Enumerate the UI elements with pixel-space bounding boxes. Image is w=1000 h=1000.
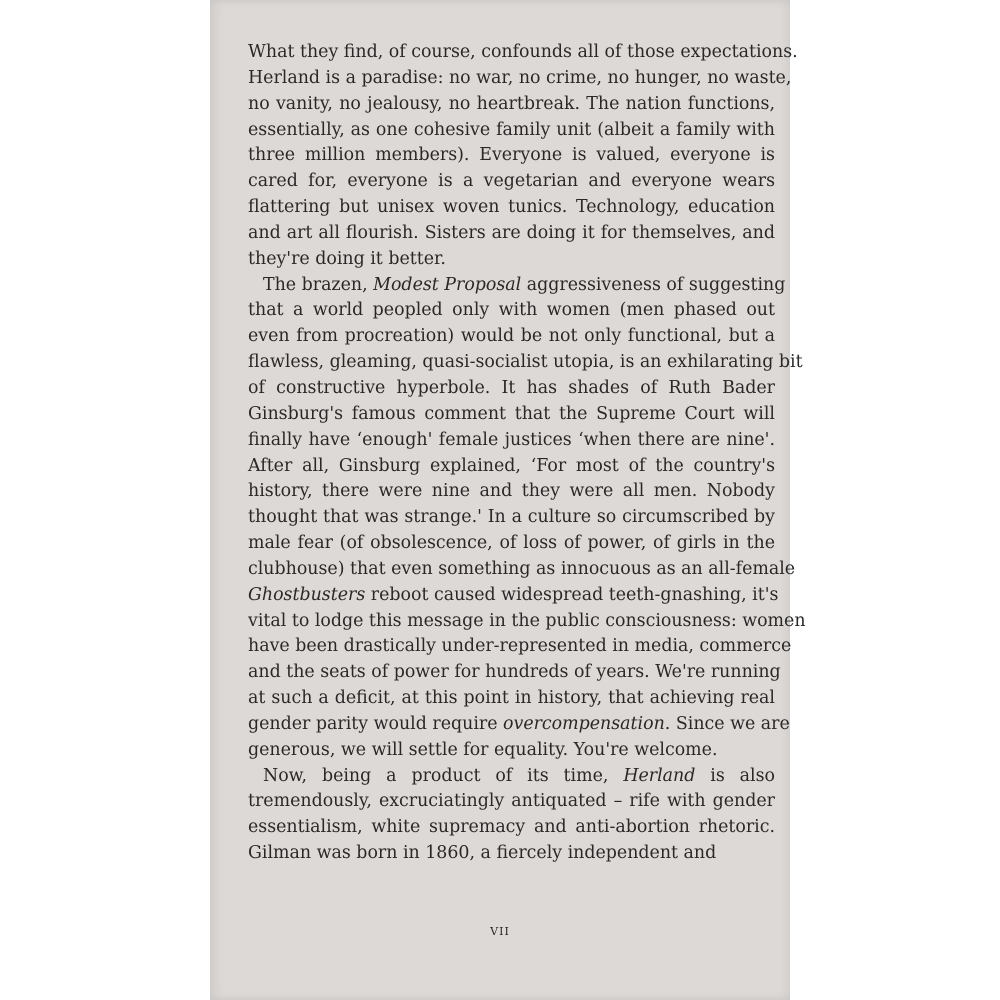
paragraph: [248, 273, 806, 764]
text-run: reboot caused widespread teeth-gnashing, it's: [365, 584, 779, 605]
text-run: of constructive hyperbole. It has shades of Ruth Bader: [248, 377, 775, 398]
text-run: even from procreation) would be not only functional, but a: [248, 326, 775, 347]
text-line: [248, 531, 775, 557]
text-run: at such a deficit, at this point in history, that achieving real: [248, 688, 775, 709]
italic-title: overcompensation: [503, 713, 665, 734]
text-line: [248, 298, 775, 324]
text-line: [248, 479, 775, 505]
text-run: cared for, everyone is a vegetarian and everyone wears: [248, 171, 775, 192]
text-run: After all, Ginsburg explained, ‘For most of the country's: [248, 455, 775, 476]
text-line: [248, 143, 775, 169]
text-run: is also: [695, 765, 775, 786]
paragraph: [248, 764, 775, 867]
text-run: finally have ‘enough' female justices ‘when there are nine'.: [248, 429, 775, 450]
text-run: they're doing it better.: [248, 248, 446, 269]
text-run: vital to lodge this message in the public consciousness: women: [248, 610, 806, 631]
text-run: gender parity would require: [248, 713, 504, 734]
text-line: [248, 660, 781, 686]
text-run: Herland is a paradise: no war, no crime, no hunger, no waste,: [248, 67, 792, 88]
text-line: [248, 40, 798, 66]
italic-title: Modest Proposal: [373, 274, 522, 295]
text-run: flattering but unisex woven tunics. Technology, education: [248, 197, 775, 218]
text-line: [248, 221, 775, 247]
text-line: [248, 402, 775, 428]
text-line: [248, 789, 775, 815]
text-run: Now, being a product of its time,: [263, 765, 624, 786]
text-run: three million members). Everyone is valued, everyone is: [248, 145, 775, 166]
text-line: [248, 505, 775, 531]
text-run: and the seats of power for hundreds of years. We're running: [248, 662, 781, 683]
text-line: [248, 712, 790, 738]
text-line: [248, 738, 775, 764]
text-run: essentialism, white supremacy and anti-abortion rhetoric.: [248, 817, 775, 838]
text-run: aggressiveness of suggesting: [521, 274, 786, 295]
text-line: [248, 686, 775, 712]
text-run: have been drastically under-represented in media, commerce: [248, 636, 792, 657]
text-run: history, there were nine and they were all men. Nobody: [248, 481, 775, 502]
text-line: [248, 764, 775, 790]
text-line: [248, 92, 775, 118]
text-run: male fear (of obsolescence, of loss of power, of girls in the: [248, 533, 775, 554]
page-number: VII: [490, 925, 510, 938]
text-line: [248, 454, 775, 480]
text-line: [248, 247, 775, 273]
body-text: [248, 40, 806, 867]
text-line: [248, 195, 775, 221]
text-run: . Since we are: [664, 713, 790, 734]
text-line: [248, 815, 775, 841]
text-run: essentially, as one cohesive family unit (albeit a family with: [248, 119, 775, 140]
text-run: Ginsburg's famous comment that the Supreme Court will: [248, 403, 775, 424]
text-line: [248, 557, 796, 583]
text-line: [248, 118, 775, 144]
text-line: [248, 273, 786, 299]
text-run: flawless, gleaming, quasi-socialist utopia, is an exhilarating bit: [248, 352, 803, 373]
text-line: [248, 66, 792, 92]
text-line: [248, 376, 775, 402]
text-line: [248, 841, 775, 867]
text-run: The brazen,: [263, 274, 374, 295]
text-line: [248, 350, 803, 376]
paragraph: [248, 40, 798, 273]
text-run: and art all flourish. Sisters are doing it for themselves, and: [248, 222, 775, 243]
text-line: [248, 428, 775, 454]
text-run: clubhouse) that even something as innocuous as an all-female: [248, 558, 796, 579]
italic-title: Ghostbusters: [248, 584, 366, 605]
italic-title: Herland: [623, 765, 696, 786]
text-run: no vanity, no jealousy, no heartbreak. The nation functions,: [248, 93, 775, 114]
book-page: [210, 0, 806, 1000]
text-line: [248, 609, 806, 635]
text-run: Gilman was born in 1860, a fiercely independent and: [248, 843, 717, 864]
text-run: that a world peopled only with women (men phased out: [248, 300, 775, 321]
text-line: [248, 634, 792, 660]
text-line: [248, 169, 775, 195]
text-run: tremendously, excruciatingly antiquated – rife with gender: [248, 791, 775, 812]
text-run: What they find, of course, confounds all of those expectations.: [248, 42, 798, 62]
text-run: generous, we will settle for equality. You're welcome.: [248, 739, 718, 760]
text-line: [248, 324, 775, 350]
text-line: [248, 583, 779, 609]
text-run: thought that was strange.' In a culture so circumscribed by: [248, 507, 775, 528]
